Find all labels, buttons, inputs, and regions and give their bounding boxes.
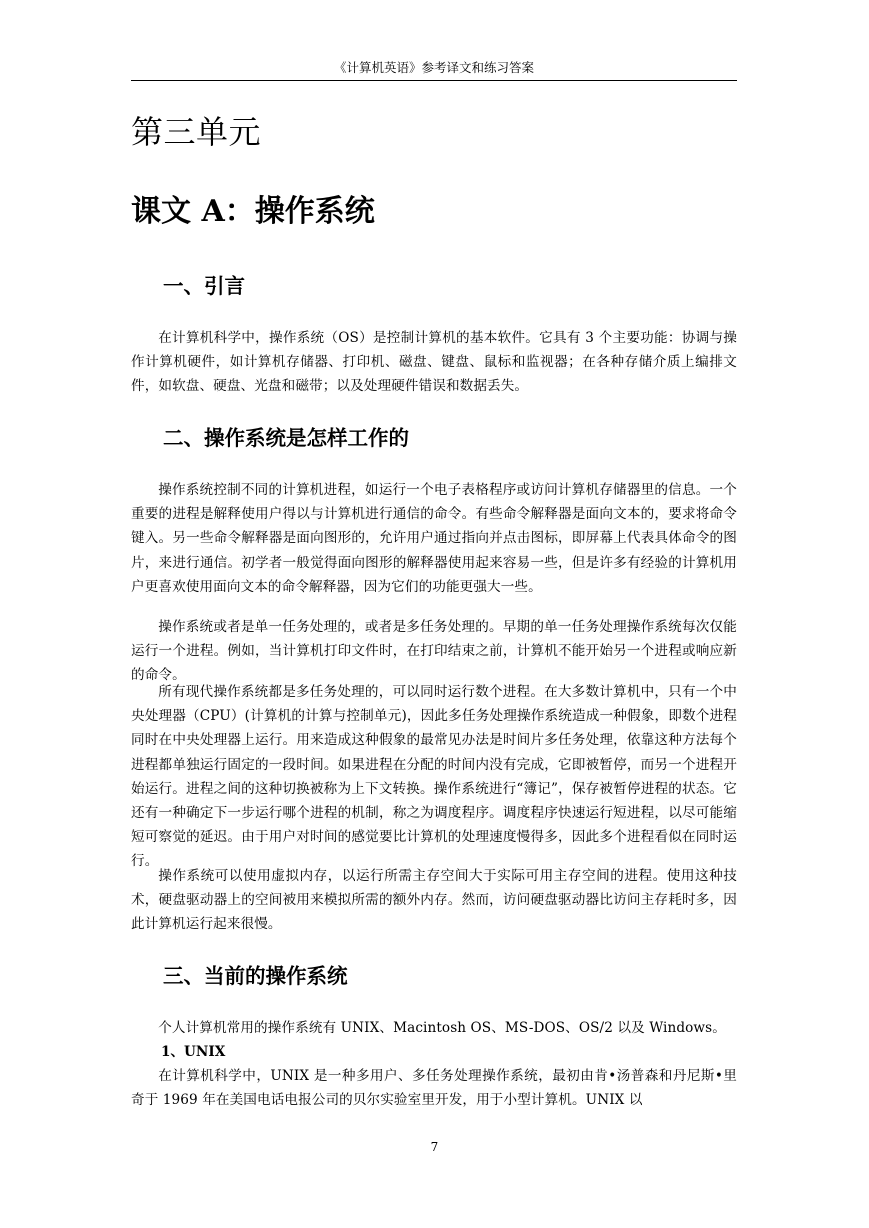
section-heading-current-os: 三、当前的操作系统 [163,964,348,988]
unit-title: 第三单元 [131,113,262,151]
paragraph: 在计算机科学中，UNIX 是一种多用户、多任务处理操作系统，最初由肯•汤普森和丹尼斯•里奇于 1969 年在美国电话电报公司的贝尔实验室里开发，用于小型计算机。UNIX 以 [131,1068,737,1109]
paragraph: 个人计算机常用的操作系统有 UNIX、Macintosh OS、MS-DOS、OS/2 以及 Windows。 [158,1020,726,1036]
paragraph: 在计算机科学中，操作系统（OS）是控制计算机的基本软件。它具有 3 个主要功能：协调与操作计算机硬件，如计算机存储器、打印机、磁盘、键盘、鼠标和监视器；在各种存储介质上编排文件，如软盘、硬盘、光盘和磁带；以及处理硬件错误和数据丢失。 [131,330,737,395]
page-number: 7 [430,1140,439,1154]
section-heading-intro: 一、引言 [163,274,245,298]
subheading-unix: 1、UNIX [161,1044,226,1060]
section-heading-how-it-works: 二、操作系统是怎样工作的 [163,426,409,450]
paragraph: 操作系统或者是单一任务处理的，或者是多任务处理的。早期的单一任务处理操作系统每次仅能运行一个进程。例如，当计算机打印文件时，在打印结束之前，计算机不能开始另一个进程或响应新的命令。 [131,619,737,684]
paragraph: 所有现代操作系统都是多任务处理的，可以同时运行数个进程。在大多数计算机中，只有一个中央处理器（CPU）(计算机的计算与控制单元)，因此多任务处理操作系统造成一种假象，即数个进程同时在中央处理器上运行。用来造成这种假象的最常见办法是时间片多任务处理，依靠这种方法每个进程都单独运行固定的一段时间。如果进程在分配的时间内没有完成，它即被暂停，而另一个进程开始运行。进程之间的这种切换被称为上下文转换。操作系统进行“簿记”，保存被暂停进程的状态。它还有一种确定下一步运行哪个进程的机制，称之为调度程序。调度程序快速运行短进程，以尽可能缩短可察觉的延迟。由于用户对时间的感觉要比计算机的处理速度慢得多，因此多个进程看似在同时运行。 [131,684,737,870]
lesson-title: 课文 A：操作系统 [131,194,375,229]
paragraph: 操作系统控制不同的计算机进程，如运行一个电子表格程序或访问计算机存储器里的信息。一个重要的进程是解释使用户得以与计算机进行通信的命令。有些命令解释器是面向文本的，要求将命令键入。另一些命令解释器是面向图形的，允许用户通过指向并点击图标，即屏幕上代表具体命令的图片，来进行通信。初学者一般觉得面向图形的解释器使用起来容易一些，但是许多有经验的计算机用户更喜欢使用面向文本的命令解释器，因为它们的功能更强大一些。 [131,482,737,595]
header-rule [131,80,737,81]
paragraph: 操作系统可以使用虚拟内存，以运行所需主存空间大于实际可用主存空间的进程。使用这种技术，硬盘驱动器上的空间被用来模拟所需的额外内存。然而，访问硬盘驱动器比访问主存耗时多，因此计算机运行起来很慢。 [131,868,737,933]
running-header: 《计算机英语》参考译文和练习答案 [333,60,534,75]
